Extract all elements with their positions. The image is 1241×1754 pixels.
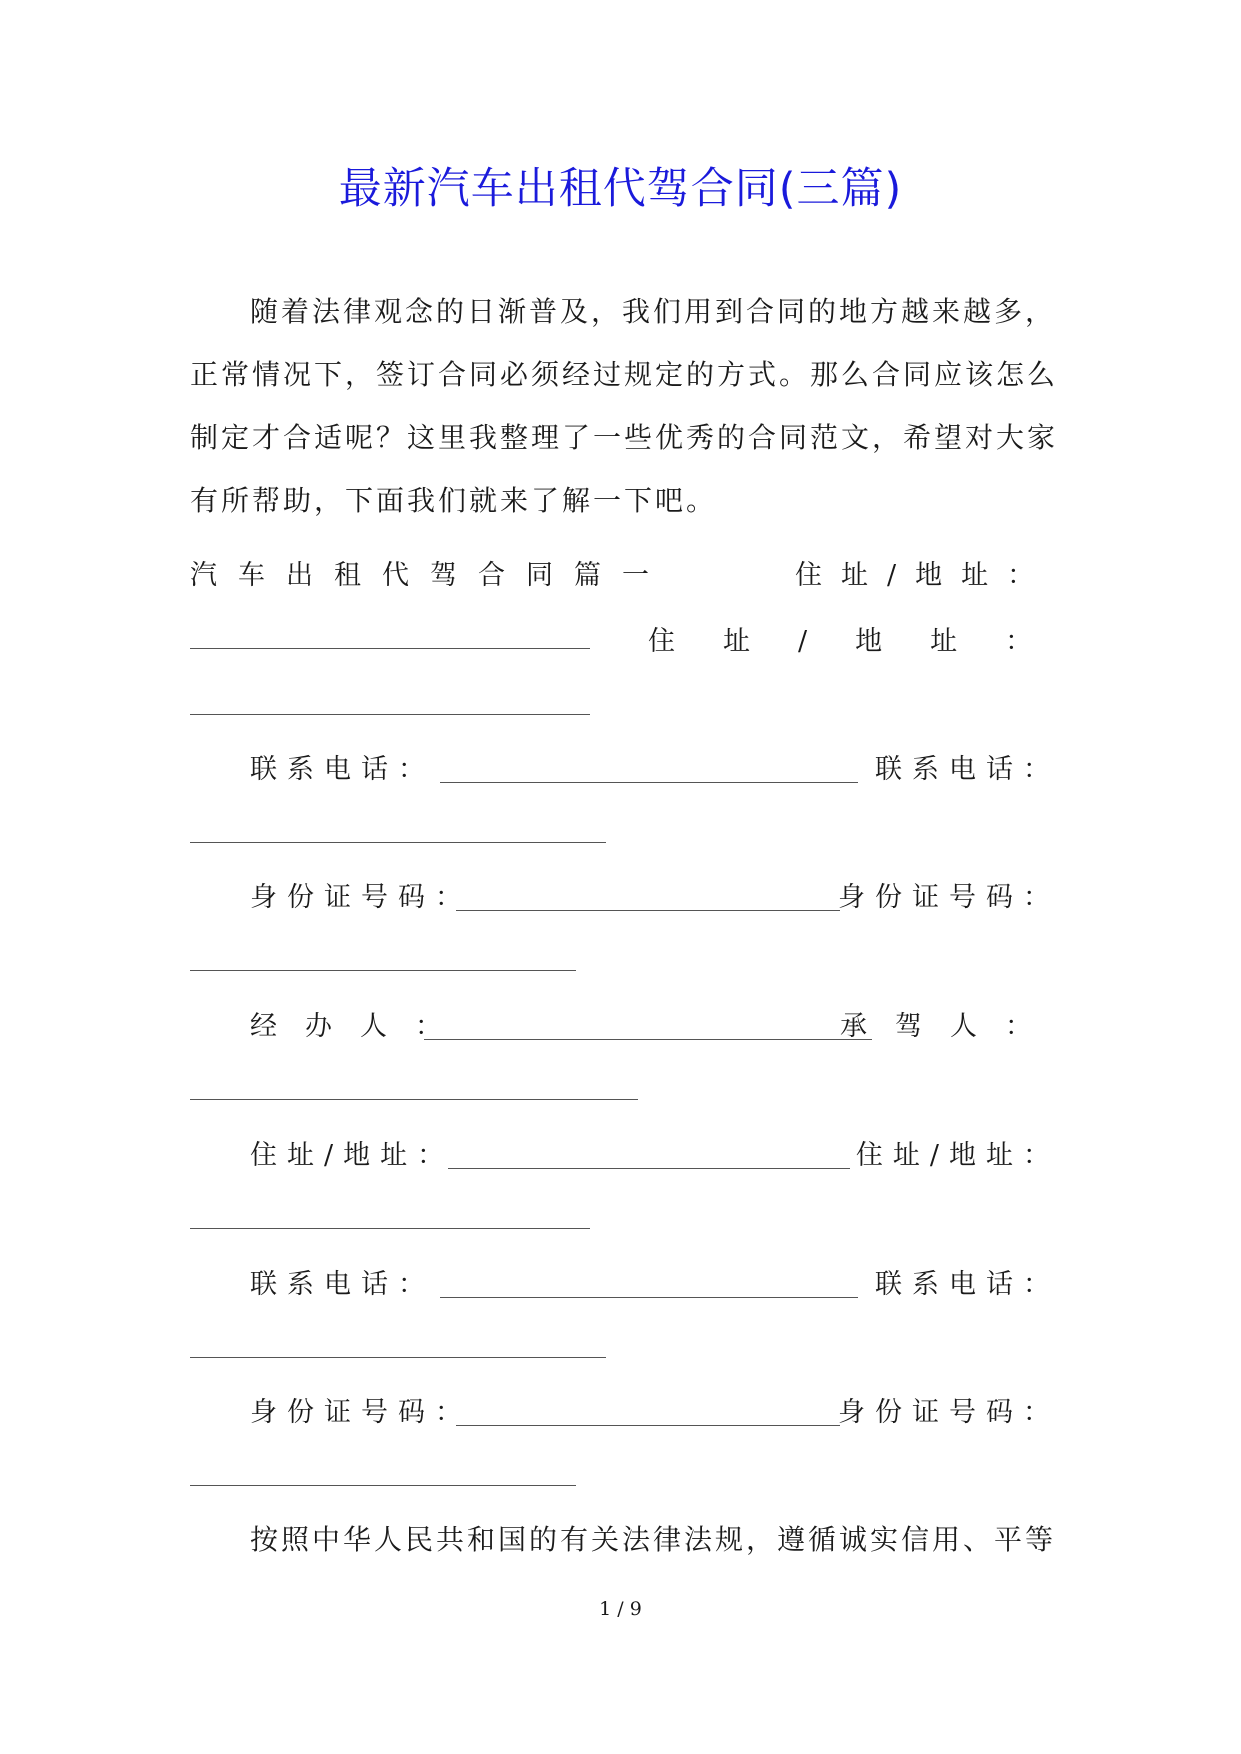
- field-label: 经办人：: [250, 1011, 470, 1042]
- field-label: 身份证号码：: [250, 882, 472, 913]
- field-label: 住址/地址：: [250, 1140, 455, 1171]
- input-blank: [424, 1039, 872, 1040]
- field-label: 身份证号码：: [838, 882, 1060, 913]
- address-label: 住址/地址：: [795, 560, 1054, 591]
- document-title: 最新汽车出租代驾合同(三篇): [338, 164, 903, 214]
- field-row: [190, 750, 1060, 790]
- field-label: 承驾人：: [840, 1011, 1060, 1042]
- field-row: [190, 1393, 1060, 1433]
- intro-line: 制定才合适呢？这里我整理了一些优秀的合同范文，希望对大家: [190, 421, 1059, 454]
- input-blank: [448, 1168, 850, 1169]
- field-label: 住址/地址：: [855, 1140, 1060, 1171]
- section-heading: 汽车出租代驾合同篇一: [190, 560, 670, 591]
- input-blank: [456, 910, 840, 911]
- blank-line: [190, 1228, 590, 1229]
- blank-line: [190, 1485, 576, 1486]
- blank-line: [190, 970, 576, 971]
- blank-line: [190, 842, 606, 843]
- closing-paragraph: [190, 1508, 1060, 1571]
- blank-line: [190, 648, 590, 649]
- blank-line: [190, 1099, 638, 1100]
- input-blank: [440, 1297, 858, 1298]
- field-label: 身份证号码：: [250, 1397, 472, 1428]
- input-blank: [440, 782, 858, 783]
- blank-line: [190, 1357, 606, 1358]
- field-row: [190, 1007, 1060, 1047]
- field-row: [190, 878, 1060, 918]
- field-label: 联系电话：: [875, 1269, 1060, 1300]
- closing-line: 按照中华人民共和国的有关法律法规，遵循诚实信用、平等: [250, 1523, 1057, 1556]
- address-label: 住址/地址：: [648, 626, 1081, 657]
- intro-line: 有所帮助，下面我们就来了解一下吧。: [190, 484, 718, 517]
- field-label: 身份证号码：: [838, 1397, 1060, 1428]
- intro-line: 正常情况下，签订合同必须经过规定的方式。那么合同应该怎么: [190, 358, 1059, 391]
- blank-line: [190, 714, 590, 715]
- page-number: 1 / 9: [599, 1598, 642, 1620]
- input-blank: [456, 1425, 840, 1426]
- field-row: [190, 1136, 1060, 1176]
- field-label: 联系电话：: [250, 754, 435, 785]
- field-row: [190, 1265, 1060, 1305]
- intro-paragraph: [190, 280, 1060, 532]
- intro-line: 随着法律观念的日渐普及，我们用到合同的地方越来越多，: [250, 295, 1057, 328]
- field-label: 联系电话：: [250, 1269, 435, 1300]
- field-label: 联系电话：: [875, 754, 1060, 785]
